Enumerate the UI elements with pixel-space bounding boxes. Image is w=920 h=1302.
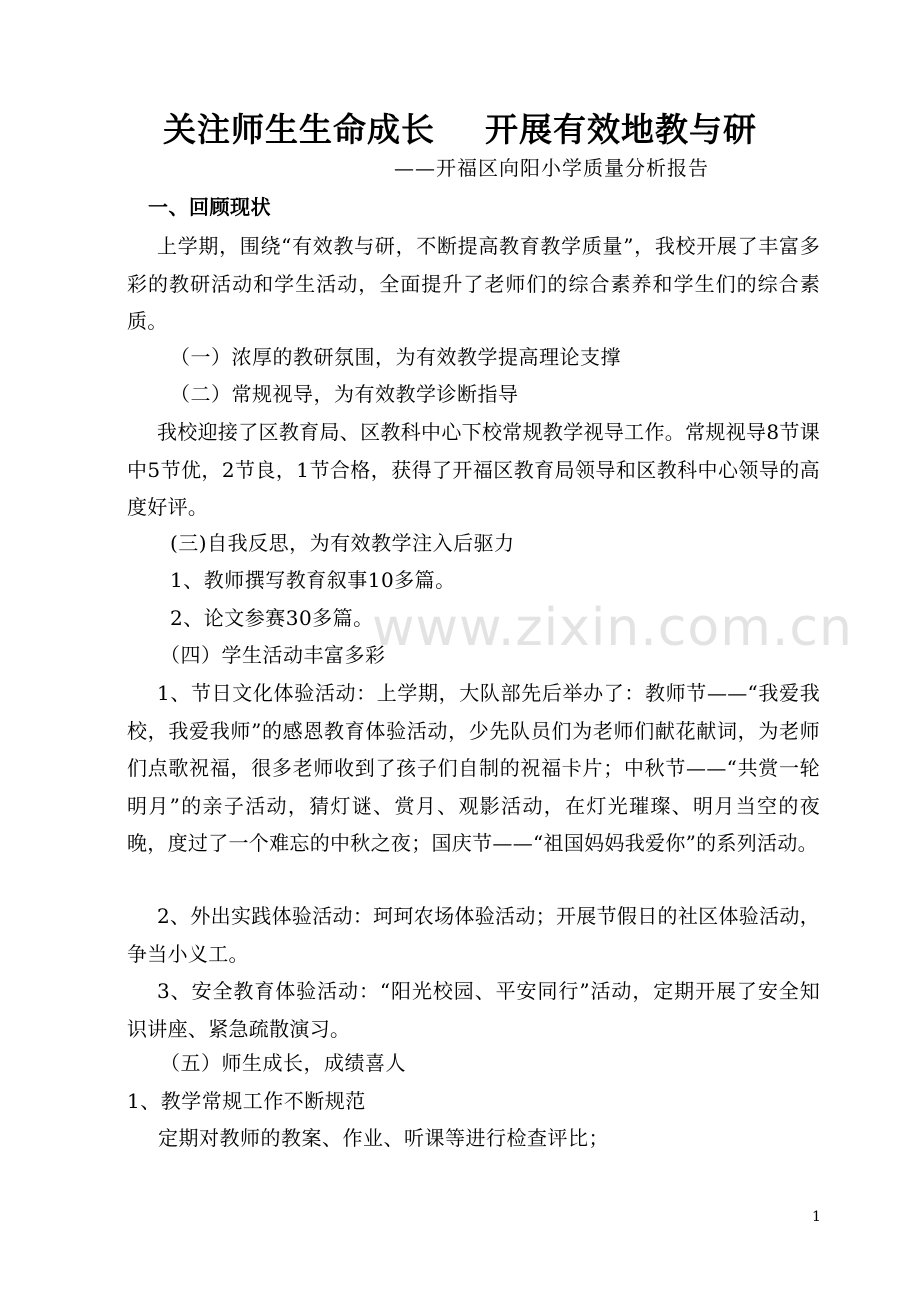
sub5-item-1: 1、教学常规工作不断规范 [127,1089,366,1113]
sub3-item-1: 1、教师撰写教育叙事10多篇。 [170,568,456,592]
sub2-paragraph: 我校迎接了区教育局、区教科中心下校常规教学视导工作。常规视导8节课中5节优，2节良，1节合格，获得了开福区教育局领导和区教科中心领导的高度好评。 [127,420,820,519]
section-heading-review: 一、回顾现状 [148,195,271,219]
sub5-item-1-text: 定期对教师的教案、作业、听课等进行检查评比； [158,1126,609,1150]
sub3-item-2: 2、论文参赛30多篇。 [170,606,374,630]
sub4-item-3: 3、安全教育体验活动：“阳光校园、平安同行”活动，定期开展了安全知识讲座、紧急疏散演习。 [127,979,820,1041]
subheading-2: （二）常规视导，为有效教学诊断指导 [170,382,519,406]
subheading-3: (三)自我反思，为有效教学注入后驱力 [170,531,515,555]
intro-paragraph: 上学期，围绕“有效教与研，不断提高教育教学质量”，我校开展了丰富多彩的教研活动和学生活动，全面提升了老师们的综合素养和学生们的综合素质。 [127,234,820,333]
document-title: 关注师生生命成长 开展有效地教与研 [163,110,757,149]
subheading-4: （四）学生活动丰富多彩 [160,643,386,667]
sub4-item-1: 1、节日文化体验活动：上学期，大队部先后举办了：教师节——“我爱我校，我爱我师”的感恩教育体验活动，少先队员们为老师们献花献词，为老师们点歌祝福，很多老师收到了孩子们自制的祝福卡片；中秋节——“共赏一轮明月”的亲子活动，猜灯谜、赏月、观影活动，在灯光璀璨、明月当空的夜晚，度过了一个难忘的中秋之夜；国庆节——“祖国妈妈我爱你”的系列活动。 [127,681,820,855]
subheading-1: （一）浓厚的教研氛围，为有效教学提高理论支撑 [170,345,621,369]
watermark: www.zixin.com.cn [372,598,853,658]
document-subtitle: ——开福区向阳小学质量分析报告 [394,156,709,180]
sub4-item-2: 2、外出实践体验活动：珂珂农场体验活动；开展节假日的社区体验活动，争当小义工。 [127,904,820,966]
page-number: 1 [812,1209,821,1225]
subheading-5: （五）师生成长，成绩喜人 [160,1051,406,1075]
